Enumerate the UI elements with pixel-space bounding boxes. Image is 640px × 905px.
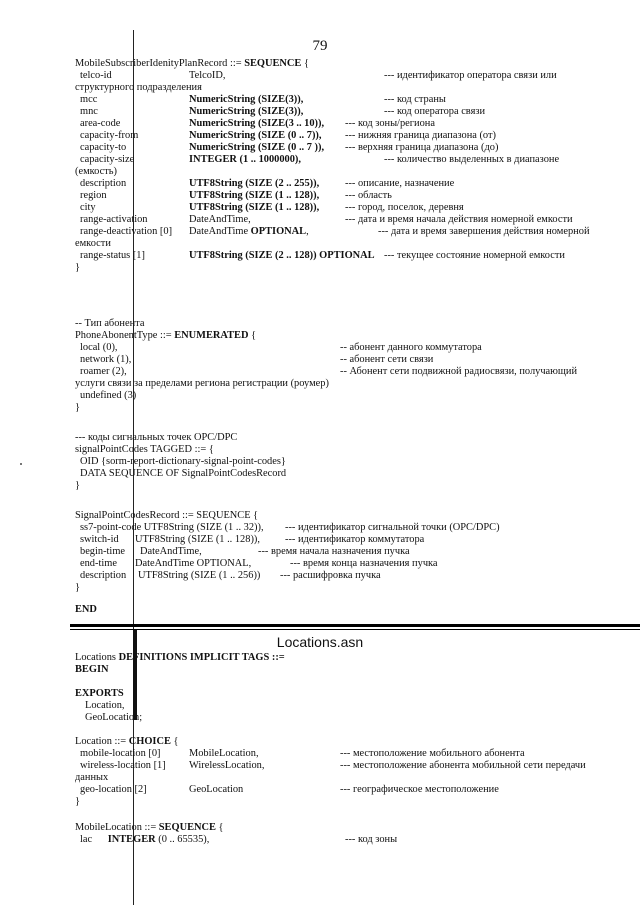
code-token: NumericString (SIZE(3 .. 10)), xyxy=(189,118,325,129)
code-line xyxy=(75,664,109,676)
code-token: } xyxy=(75,582,80,593)
code-line xyxy=(80,226,172,238)
code-token: данных xyxy=(75,772,109,783)
code-line xyxy=(75,444,214,456)
code-line xyxy=(80,748,161,760)
code-type xyxy=(189,214,251,226)
code-token: END xyxy=(75,604,97,615)
code-token: PhoneAbonentType ::= xyxy=(75,330,175,341)
section-divider xyxy=(70,624,640,627)
code-token: NumericString (SIZE (0 .. 7 )), xyxy=(189,142,325,153)
code-comment: --- идентификатор сигнальной точки (OPC/DPC) xyxy=(285,522,500,533)
code-token: --- коды сигнальных точек OPC/DPC xyxy=(75,432,238,443)
code-comment: --- код оператора связи xyxy=(384,106,486,117)
code-token: area-code xyxy=(80,118,121,129)
code-token: , xyxy=(306,226,309,237)
code-token: DateAndTime OPTIONAL, xyxy=(135,558,252,569)
code-token: DATA SEQUENCE OF SignalPointCodesRecord xyxy=(80,468,287,479)
code-comment: --- нижняя граница диапазона (от) xyxy=(345,130,496,141)
code-token: description xyxy=(80,570,127,581)
code-token: capacity-to xyxy=(80,142,127,153)
code-token: UTF8String (SIZE (1 .. 128)), xyxy=(135,534,260,545)
code-line xyxy=(80,784,147,796)
code-line xyxy=(80,214,148,226)
code-token: network (1), xyxy=(80,354,132,365)
code-token: mobile-location [0] xyxy=(80,748,161,759)
code-token: capacity-from xyxy=(80,130,139,141)
code-line xyxy=(75,510,258,522)
code-token: услуги связи за пределами региона регистрации (роумер) xyxy=(75,378,329,389)
code-token: ENUMERATED xyxy=(174,330,249,341)
code-line xyxy=(75,652,285,664)
code-token: DEFINITIONS IMPLICIT TAGS ::= xyxy=(118,652,285,663)
section-title: Locations.asn xyxy=(276,634,364,650)
code-token: roamer (2), xyxy=(80,366,127,377)
code-token: Locations xyxy=(75,652,119,663)
code-token: CHOICE xyxy=(128,736,171,747)
code-type xyxy=(189,178,319,190)
code-line xyxy=(75,378,329,390)
code-token: MobileLocation, xyxy=(189,748,259,759)
code-line xyxy=(80,546,125,558)
code-token: } xyxy=(75,796,80,807)
code-token: local (0), xyxy=(80,342,118,353)
code-comment: --- местоположение абонента мобильной сети передачи xyxy=(340,760,586,771)
code-token: lac xyxy=(80,834,108,845)
code-token: MobileLocation ::= xyxy=(75,822,159,833)
code-token: begin-time xyxy=(80,546,126,557)
code-token: EXPORTS xyxy=(75,688,124,699)
code-comment: --- местоположение мобильного абонента xyxy=(340,748,525,759)
code-line xyxy=(75,166,117,178)
code-line xyxy=(75,330,256,342)
code-token: DateAndTime, xyxy=(140,546,202,557)
code-token: WirelessLocation, xyxy=(189,760,265,771)
code-line xyxy=(75,402,80,414)
code-token: UTF8String (SIZE (1 .. 256)) xyxy=(138,570,261,581)
code-token: -- Тип абонента xyxy=(75,318,145,329)
code-comment: --- область xyxy=(345,190,392,201)
code-token: INTEGER xyxy=(107,834,156,845)
code-line xyxy=(80,190,107,202)
code-token: signalPointCodes TAGGED ::= { xyxy=(75,444,214,455)
code-line xyxy=(80,154,134,166)
code-token: range-activation xyxy=(80,214,148,225)
code-line xyxy=(75,480,80,492)
code-line xyxy=(80,760,166,772)
code-line xyxy=(75,796,80,808)
code-token: SEQUENCE xyxy=(158,822,216,833)
code-line xyxy=(80,456,286,468)
code-token: switch-id xyxy=(80,534,119,545)
code-line xyxy=(80,94,97,106)
code-type xyxy=(189,226,309,238)
code-line xyxy=(75,604,97,616)
code-comment: --- дата и время начала действия номерной емкости xyxy=(345,214,573,225)
code-token: UTF8String (SIZE (2 .. 255)), xyxy=(189,178,320,189)
code-token: end-time xyxy=(80,558,117,569)
code-line xyxy=(75,582,80,594)
code-comment: -- абонент данного коммутатора xyxy=(340,342,482,353)
code-token: SEQUENCE xyxy=(244,58,302,69)
code-token: NumericString (SIZE (0 .. 7)), xyxy=(189,130,322,141)
code-line xyxy=(80,130,138,142)
code-token: GeoLocation xyxy=(189,784,244,795)
code-type xyxy=(135,534,260,546)
code-line xyxy=(75,822,224,834)
code-line xyxy=(75,736,179,748)
code-comment: -- абонент сети связи xyxy=(340,354,434,365)
code-line xyxy=(75,262,80,274)
code-type xyxy=(189,106,303,118)
code-type xyxy=(189,118,324,130)
code-token: BEGIN xyxy=(75,664,109,675)
code-line xyxy=(80,118,120,130)
code-type xyxy=(189,70,226,82)
code-token: NumericString (SIZE(3)), xyxy=(189,106,304,117)
code-line xyxy=(85,712,142,724)
code-token: INTEGER (1 .. 1000000), xyxy=(189,154,301,165)
code-token: capacity-size xyxy=(80,154,135,165)
code-token: NumericString (SIZE(3)), xyxy=(189,94,304,105)
code-token: емкости xyxy=(75,238,111,249)
code-token: { xyxy=(248,330,257,341)
code-token: mcc xyxy=(80,94,98,105)
code-token: } xyxy=(75,480,80,491)
code-token: (емкость) xyxy=(75,166,117,177)
code-type xyxy=(189,142,324,154)
code-token: Location, xyxy=(85,700,125,711)
code-token: undefined (3) xyxy=(80,390,137,401)
code-line xyxy=(80,178,126,190)
code-comment: --- город, поселок, деревня xyxy=(345,202,464,213)
code-token: UTF8String (SIZE (2 .. 128)) OPTIONAL xyxy=(189,250,375,261)
code-type xyxy=(189,250,375,262)
code-token: range-status [1] xyxy=(80,250,145,261)
code-line xyxy=(80,534,119,546)
code-line xyxy=(75,318,144,330)
section-divider-thin xyxy=(70,629,640,630)
code-line xyxy=(80,70,112,82)
code-token: SignalPointCodesRecord ::= SEQUENCE { xyxy=(75,510,259,521)
code-line xyxy=(80,342,118,354)
code-token: UTF8String (SIZE (1 .. 128)), xyxy=(189,190,320,201)
code-type xyxy=(189,190,319,202)
code-type xyxy=(189,748,259,760)
code-comment: --- код страны xyxy=(384,94,446,105)
code-token: TelcoID, xyxy=(189,70,226,81)
code-token: range-deactivation [0] xyxy=(80,226,173,237)
code-line xyxy=(75,772,108,784)
code-token: mnc xyxy=(80,106,98,117)
code-line xyxy=(75,688,124,700)
code-line xyxy=(80,142,126,154)
code-type xyxy=(140,546,202,558)
code-token: region xyxy=(80,190,107,201)
code-comment: --- код зоны/региона xyxy=(345,118,435,129)
code-token: telco-id xyxy=(80,70,112,81)
code-type xyxy=(189,130,321,142)
code-token: DateAndTime xyxy=(189,226,251,237)
code-line xyxy=(75,238,111,250)
code-comment: --- код зоны xyxy=(345,834,398,845)
code-line xyxy=(80,570,126,582)
code-line xyxy=(80,522,264,534)
code-line xyxy=(80,106,98,118)
code-comment: -- Абонент сети подвижной радиосвязи, получающий xyxy=(340,366,578,377)
code-token: GeoLocation; xyxy=(85,712,143,723)
code-token: ss7-point-code UTF8String (SIZE (1 .. 32)), xyxy=(80,522,264,533)
code-type xyxy=(189,154,301,166)
code-comment: --- верхняя граница диапазона (до) xyxy=(345,142,499,153)
code-line xyxy=(80,390,136,402)
code-token: MobileSubscriberIdenityPlanRecord ::= xyxy=(75,58,245,69)
code-comment: --- время конца назначения пучка xyxy=(290,558,438,569)
code-token: (0 .. 65535), xyxy=(155,834,210,845)
page-number: 79 xyxy=(312,38,328,54)
code-token: DateAndTime, xyxy=(189,214,251,225)
code-token: { xyxy=(301,58,309,69)
code-type xyxy=(189,784,243,796)
code-line xyxy=(75,58,309,70)
code-token: } xyxy=(75,402,80,413)
code-line xyxy=(80,250,145,262)
code-token: description xyxy=(80,178,127,189)
code-token: city xyxy=(80,202,96,213)
code-token: geo-location [2] xyxy=(80,784,147,795)
code-token: OID {sorm-report-dictionary-signal-point-codes} xyxy=(80,456,286,467)
code-token: структурного подразделения xyxy=(75,82,202,93)
scan-speck xyxy=(20,463,22,465)
code-comment: --- расшифровка пучка xyxy=(280,570,381,581)
code-type xyxy=(135,558,251,570)
code-line xyxy=(80,468,286,480)
code-comment: --- географическое местоположение xyxy=(340,784,499,795)
code-comment: --- описание, назначение xyxy=(345,178,455,189)
code-comment: --- текущее состояние номерной емкости xyxy=(384,250,565,261)
code-comment: --- дата и время завершения действия номерной xyxy=(378,226,590,237)
code-type xyxy=(189,760,264,772)
code-comment: --- количество выделенных в диапазоне xyxy=(384,154,560,165)
code-line xyxy=(80,354,131,366)
code-token: { xyxy=(170,736,179,747)
code-line xyxy=(80,834,209,846)
code-line xyxy=(75,82,202,94)
code-type xyxy=(138,570,260,582)
code-comment: --- идентификатор коммутатора xyxy=(285,534,425,545)
code-token: Location ::= xyxy=(75,736,129,747)
code-token: { xyxy=(215,822,224,833)
code-comment: --- время начала назначения пучка xyxy=(258,546,410,557)
code-comment: --- идентификатор оператора связи или xyxy=(384,70,557,81)
code-type xyxy=(189,202,319,214)
code-token: UTF8String (SIZE (1 .. 128)), xyxy=(189,202,320,213)
code-line xyxy=(80,366,127,378)
code-token: } xyxy=(75,262,80,273)
code-type xyxy=(189,94,303,106)
code-token: OPTIONAL xyxy=(250,226,307,237)
code-line xyxy=(85,700,125,712)
code-line xyxy=(80,558,117,570)
code-token: wireless-location [1] xyxy=(80,760,166,771)
code-line xyxy=(75,432,237,444)
code-line xyxy=(80,202,96,214)
